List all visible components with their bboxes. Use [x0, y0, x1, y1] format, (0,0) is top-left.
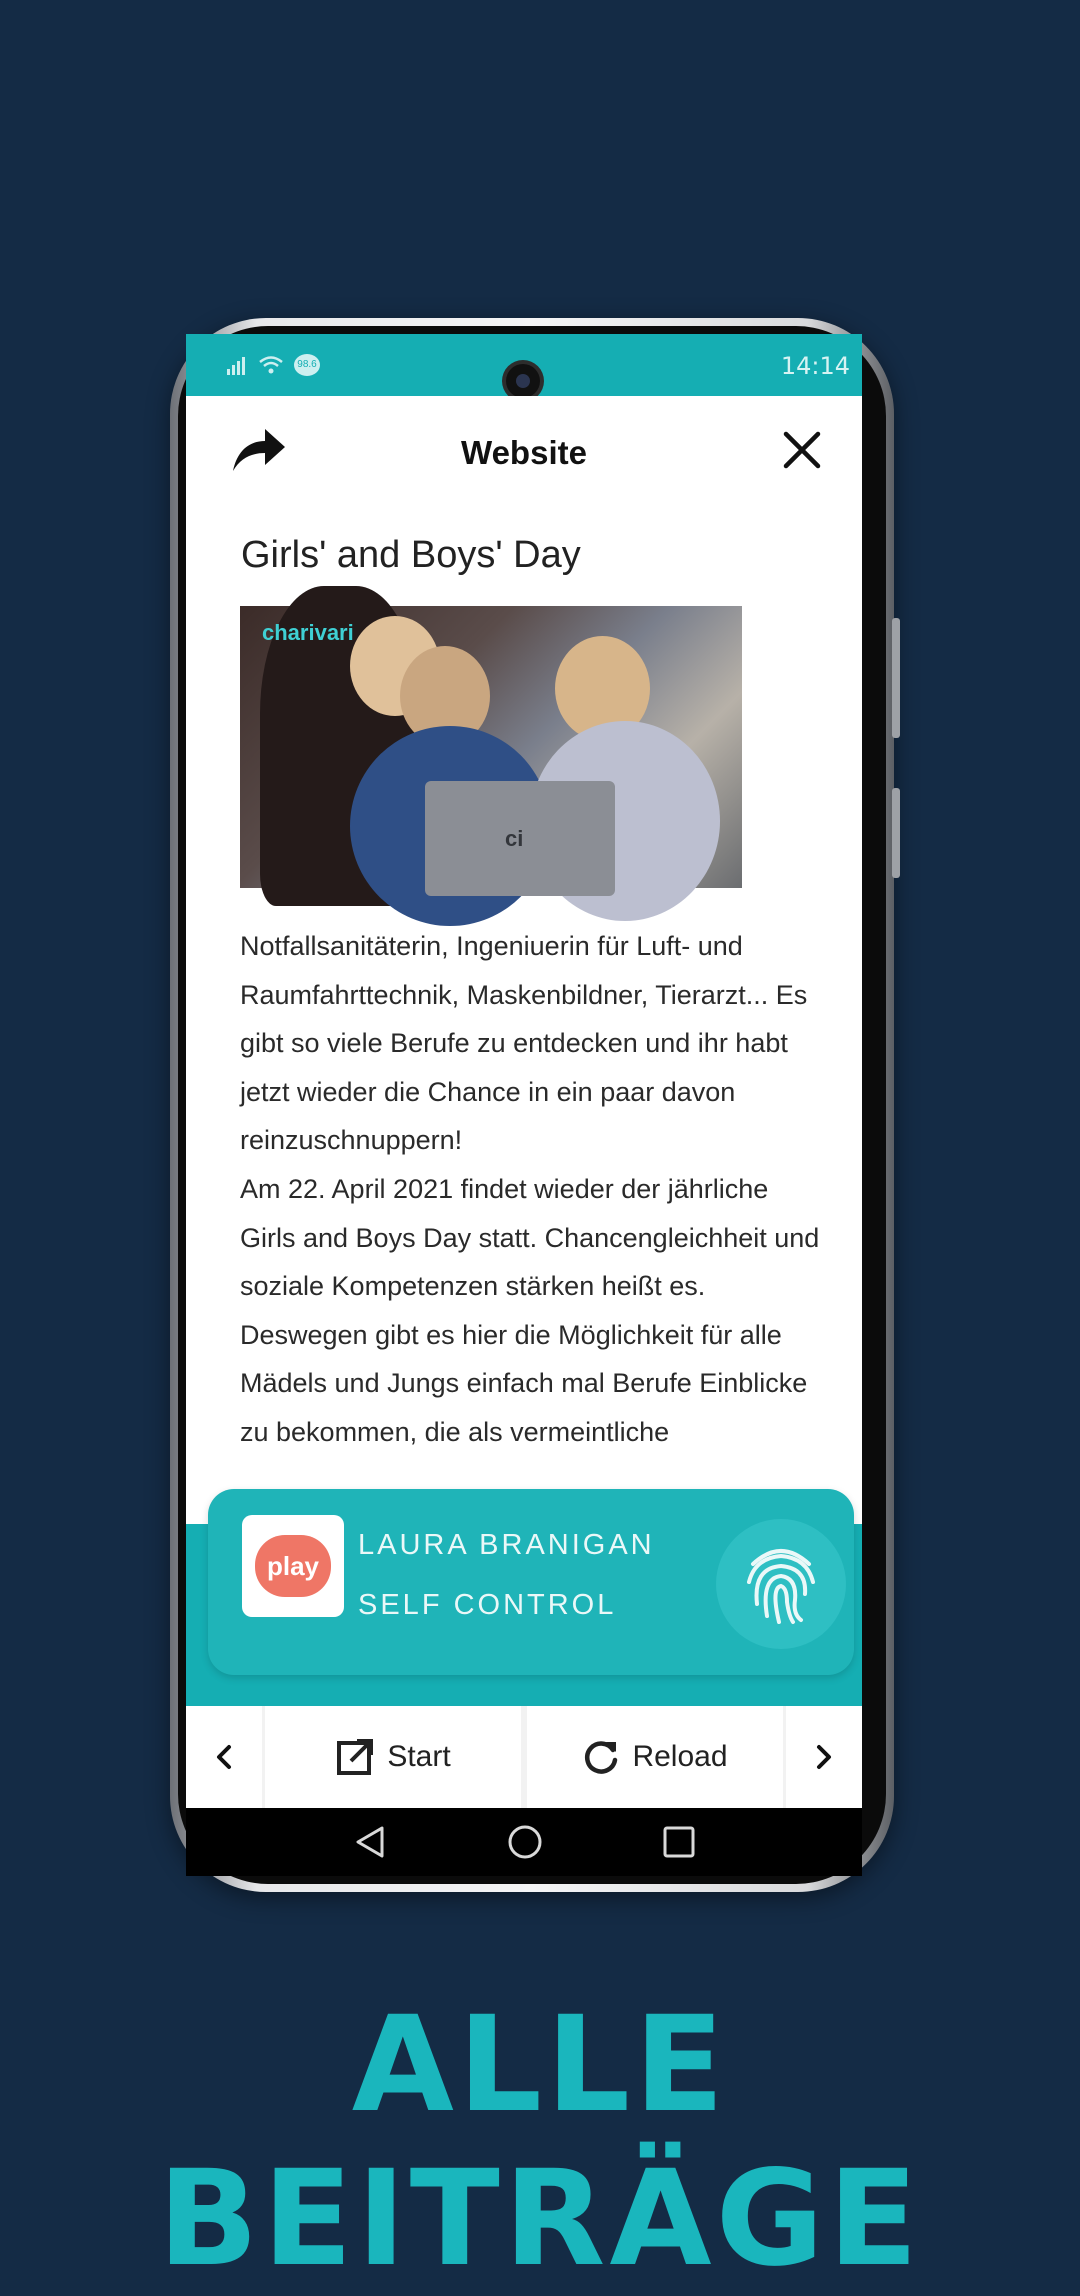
start-label: Start — [387, 1740, 451, 1773]
back-triangle-icon[interactable] — [352, 1824, 388, 1860]
bottom-nav — [186, 1706, 862, 1808]
article-body — [240, 922, 820, 1457]
fingerprint-icon — [743, 1544, 819, 1624]
phone-frame — [170, 318, 894, 1892]
external-link-icon — [335, 1737, 375, 1777]
reload-icon — [582, 1738, 620, 1776]
article-image — [240, 606, 742, 888]
station-logo — [242, 1515, 344, 1617]
article-paragraph: Am 22. April 2021 findet wieder der jährliche Girls and Boys Day statt. Chancengleichheit und soziale Kompetenzen stärken heißt es. Deswegen gibt es hier die Möglichkeit für alle Mädels und Jungs einfach mal Berufe Einblicke zu bekommen, die als vermeintliche — [240, 1173, 820, 1447]
fingerprint-button[interactable] — [716, 1519, 846, 1649]
station-logo-text: play — [255, 1535, 331, 1597]
system-nav-bar — [186, 1808, 862, 1876]
reload-label: Reload — [632, 1740, 728, 1773]
status-badge: 98.6 — [294, 354, 320, 376]
page-title: Website — [461, 434, 587, 471]
image-laptop: ci — [425, 781, 615, 896]
nav-back-button[interactable] — [186, 1706, 262, 1808]
status-icons — [226, 354, 320, 376]
now-playing-card[interactable] — [208, 1489, 854, 1675]
status-time: 14:14 — [780, 352, 850, 380]
app-header — [186, 396, 862, 506]
reload-button[interactable] — [527, 1706, 783, 1808]
chevron-right-icon — [814, 1743, 834, 1771]
track-title: SELF CONTROL — [358, 1589, 617, 1621]
article-content — [186, 506, 862, 1566]
close-icon — [782, 430, 822, 470]
chevron-left-icon — [214, 1743, 234, 1771]
recents-square-icon[interactable] — [662, 1825, 696, 1859]
wifi-icon — [258, 355, 284, 375]
article-title: Girls' and Boys' Day — [241, 534, 581, 576]
promo-banner-text: ALLE BEITRÄGE — [157, 1988, 923, 2296]
image-logo: charivari — [262, 620, 354, 645]
home-circle-icon[interactable] — [506, 1823, 544, 1861]
volume-button — [892, 618, 900, 738]
power-button — [892, 788, 900, 878]
start-button[interactable] — [265, 1706, 521, 1808]
nav-forward-button[interactable] — [786, 1706, 862, 1808]
status-bar — [186, 334, 862, 396]
track-artist: LAURA BRANIGAN — [358, 1529, 655, 1561]
signal-icon — [226, 355, 248, 375]
front-camera — [506, 364, 540, 398]
article-paragraph: Notfallsanitäterin, Ingeniuerin für Luft- und Raumfahrttechnik, Maskenbildner, Tierarzt... Es gibt so viele Berufe zu entdecken und ihr habt jetzt wieder die Chance in ein paar davon reinzuschnuppern! — [240, 931, 808, 1156]
close-button[interactable] — [772, 420, 832, 480]
screen — [186, 334, 862, 1876]
